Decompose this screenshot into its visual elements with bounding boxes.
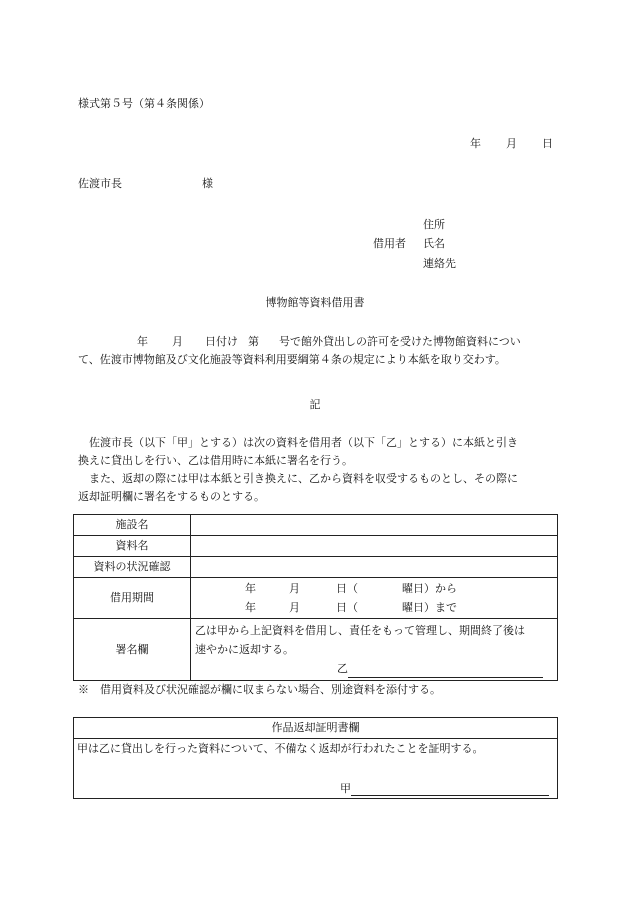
table-row-period bbox=[74, 578, 558, 619]
intro-month: 月 bbox=[172, 335, 183, 348]
period-to-day: 日（ bbox=[336, 601, 358, 614]
table-row-condition bbox=[74, 557, 558, 578]
date-month: 月 bbox=[506, 137, 517, 150]
addressee-line bbox=[78, 177, 213, 191]
honorific: 様 bbox=[202, 177, 213, 190]
intro-day: 日付け bbox=[205, 335, 238, 348]
table-row-facility bbox=[74, 515, 558, 536]
date-day: 日 bbox=[542, 137, 553, 150]
period-to-month: 月 bbox=[289, 601, 300, 614]
period-value[interactable] bbox=[191, 578, 558, 619]
certificate-text: 甲は乙に貸出しを行った資料について、不備なく返却が行われたことを証明する。 bbox=[77, 742, 484, 755]
intro-rest-line1: 号で館外貸出しの許可を受けた博物館資料につい bbox=[279, 335, 521, 348]
body-p1-line2: 換えに貸出しを行い、乙は借用時に本紙に署名を行う。 bbox=[78, 454, 353, 467]
certificate-title: 作品返却証明書欄 bbox=[74, 718, 557, 739]
loan-table bbox=[73, 514, 558, 681]
addressee: 佐渡市長 bbox=[78, 177, 122, 190]
signature-line-kou[interactable] bbox=[351, 782, 549, 796]
body-p1-line1: 佐渡市長（以下「甲」とする）は次の資料を借用者（以下「乙」とする）に本紙と引き bbox=[89, 436, 518, 449]
signature-party: 乙 bbox=[337, 662, 348, 675]
table-row-signature bbox=[74, 619, 558, 681]
facility-value[interactable] bbox=[191, 515, 558, 536]
return-certificate-box bbox=[73, 717, 558, 799]
period-from-day: 日（ bbox=[336, 582, 358, 595]
document-title: 博物館等資料借用書 bbox=[265, 296, 365, 309]
intro-year: 年 bbox=[137, 335, 148, 348]
intro-dai: 第 bbox=[248, 335, 259, 348]
borrower-address-label: 住所 bbox=[423, 218, 445, 231]
period-from-year: 年 bbox=[245, 582, 256, 595]
signature-label: 署名欄 bbox=[74, 619, 191, 681]
form-number: 様式第５号（第４条関係） bbox=[78, 97, 210, 110]
table-row-material bbox=[74, 536, 558, 557]
body-paragraphs bbox=[78, 434, 558, 506]
period-label: 借用期間 bbox=[74, 578, 191, 619]
certificate-party: 甲 bbox=[340, 782, 351, 795]
body-p2-line2: 返却証明欄に署名をするものとする。 bbox=[78, 490, 265, 503]
condition-value[interactable] bbox=[191, 557, 558, 578]
signature-text-line2: 速やかに返却する。 bbox=[195, 643, 294, 656]
period-from-weekday: 曜日）から bbox=[402, 582, 457, 595]
body-p2-line1: また、返却の際には甲は本紙と引き換えに、乙から資料を収受するものとし、その際に bbox=[89, 472, 518, 485]
borrower-contact-label: 連絡先 bbox=[423, 257, 456, 270]
certificate-signature bbox=[340, 780, 549, 796]
condition-label: 資料の状況確認 bbox=[74, 557, 191, 578]
period-to-year: 年 bbox=[245, 601, 256, 614]
material-value[interactable] bbox=[191, 536, 558, 557]
date-line bbox=[470, 137, 553, 151]
signature-value[interactable] bbox=[191, 619, 558, 681]
facility-label: 施設名 bbox=[74, 515, 191, 536]
period-to-weekday: 曜日）まで bbox=[402, 601, 457, 614]
material-label: 資料名 bbox=[74, 536, 191, 557]
ki-heading: 記 bbox=[309, 398, 321, 411]
note: ※ 借用資料及び状況確認が欄に収まらない場合、別途資料を添付する。 bbox=[78, 683, 441, 696]
borrower-label: 借用者 bbox=[373, 237, 406, 250]
date-year: 年 bbox=[470, 137, 481, 150]
signature-text-line1: 乙は甲から上記資料を借用し、責任をもって管理し、期間終了後は bbox=[195, 624, 525, 637]
borrower-name-label: 氏名 bbox=[423, 237, 445, 250]
period-from-month: 月 bbox=[289, 582, 300, 595]
intro-line2: て、佐渡市博物館及び文化施設等資料利用要綱第４条の規定により本紙を取り交わす。 bbox=[78, 353, 506, 366]
intro-paragraph bbox=[78, 333, 558, 369]
signature-line-otsu[interactable] bbox=[348, 664, 543, 678]
